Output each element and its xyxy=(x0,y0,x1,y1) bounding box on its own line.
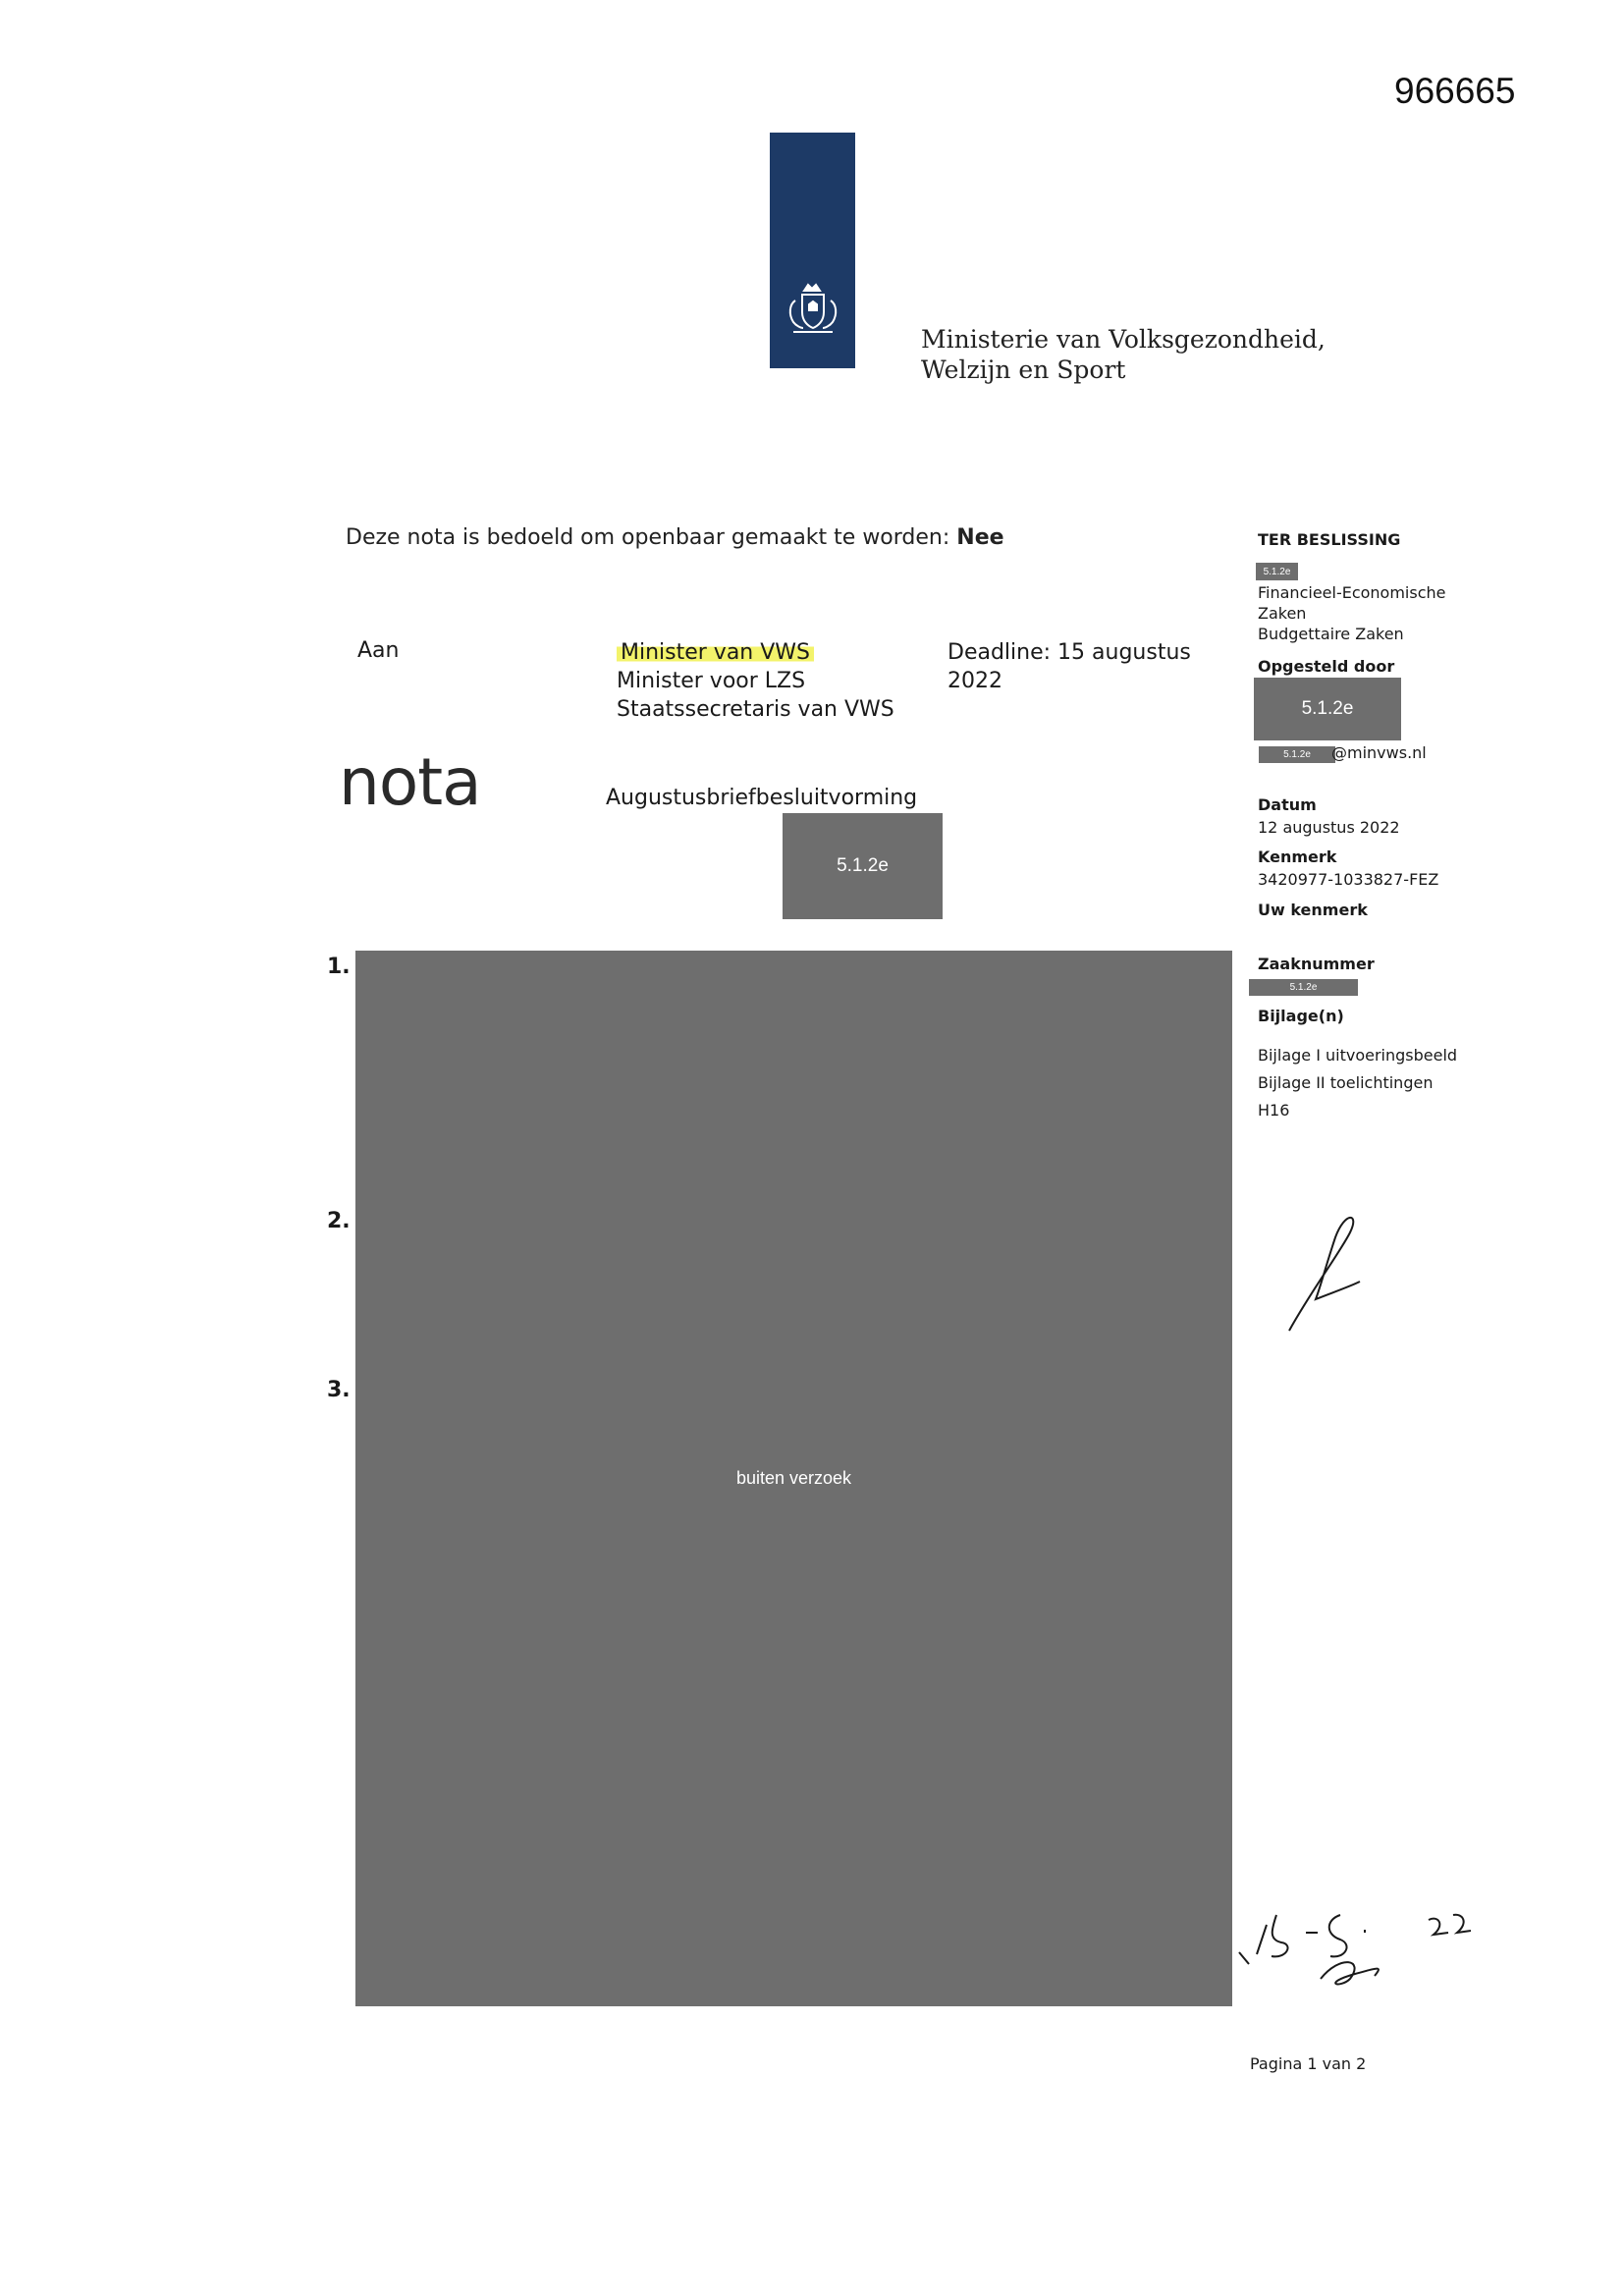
deadline-line-2: 2022 xyxy=(947,669,1002,693)
department-line-2: Zaken xyxy=(1258,604,1307,623)
ministry-line-1: Ministerie van Volksgezondheid, xyxy=(921,325,1326,354)
nota-title: nota xyxy=(339,744,481,820)
recipient-staatssecretaris: Staatssecretaris van VWS xyxy=(617,697,894,722)
datum-label: Datum xyxy=(1258,795,1317,814)
coat-of-arms-icon xyxy=(776,275,849,349)
deadline-line-1: Deadline: 15 augustus xyxy=(947,640,1191,665)
point-number-1: 1. xyxy=(327,955,351,979)
recipient-list xyxy=(617,638,894,724)
point-number-3: 3. xyxy=(327,1378,351,1402)
department-line-1: Financieel-Economische xyxy=(1258,583,1446,602)
handwritten-signature xyxy=(1281,1213,1370,1336)
openbaar-label: Deze nota is bedoeld om openbaar gemaakt te worden: xyxy=(346,525,950,550)
ministry-line-2: Welzijn en Sport xyxy=(921,355,1126,384)
uw-kenmerk-label: Uw kenmerk xyxy=(1258,901,1368,919)
bijlage-2: Bijlage II toelichtingen xyxy=(1258,1073,1434,1092)
zaaknummer-label: Zaaknummer xyxy=(1258,955,1375,973)
kenmerk-label: Kenmerk xyxy=(1258,847,1337,866)
opgesteld-door-label: Opgesteld door xyxy=(1258,657,1395,676)
ministry-name xyxy=(921,324,1326,385)
deadline xyxy=(947,638,1213,695)
kenmerk-value: 3420977-1033827-FEZ xyxy=(1258,870,1439,889)
page-number: Pagina 1 van 2 xyxy=(1250,2054,1367,2073)
recipient-minister-vws: Minister van VWS xyxy=(617,640,814,665)
redaction-buiten-verzoek: buiten verzoek xyxy=(355,951,1232,2006)
bijlage-1: Bijlage I uitvoeringsbeeld xyxy=(1258,1046,1458,1065)
subject: Augustusbriefbesluitvorming xyxy=(606,786,918,810)
bijlagen-list xyxy=(1258,1042,1457,1124)
aan-label: Aan xyxy=(357,638,400,663)
ter-beslissing-label: TER BESLISSING xyxy=(1258,530,1401,549)
redaction-zaaknummer: 5.1.2e xyxy=(1249,979,1358,996)
redaction-email-name: 5.1.2e xyxy=(1259,746,1335,763)
openbaar-value: Nee xyxy=(956,525,1004,550)
bijlagen-label: Bijlage(n) xyxy=(1258,1007,1344,1025)
openbaar-statement xyxy=(346,525,1004,550)
department xyxy=(1258,582,1446,644)
redaction-author: 5.1.2e xyxy=(1254,678,1401,740)
redaction-subject: 5.1.2e xyxy=(783,813,943,919)
document-number: 966665 xyxy=(1394,71,1516,111)
datum-value: 12 augustus 2022 xyxy=(1258,818,1400,837)
handwritten-date-paraph xyxy=(1227,1886,1478,2013)
redaction-department-code: 5.1.2e xyxy=(1256,563,1298,580)
point-number-2: 2. xyxy=(327,1209,351,1233)
bijlage-3: H16 xyxy=(1258,1101,1290,1120)
email-domain: @minvws.nl xyxy=(1331,743,1427,762)
department-line-3: Budgettaire Zaken xyxy=(1258,625,1404,643)
recipient-minister-lzs: Minister voor LZS xyxy=(617,669,806,693)
